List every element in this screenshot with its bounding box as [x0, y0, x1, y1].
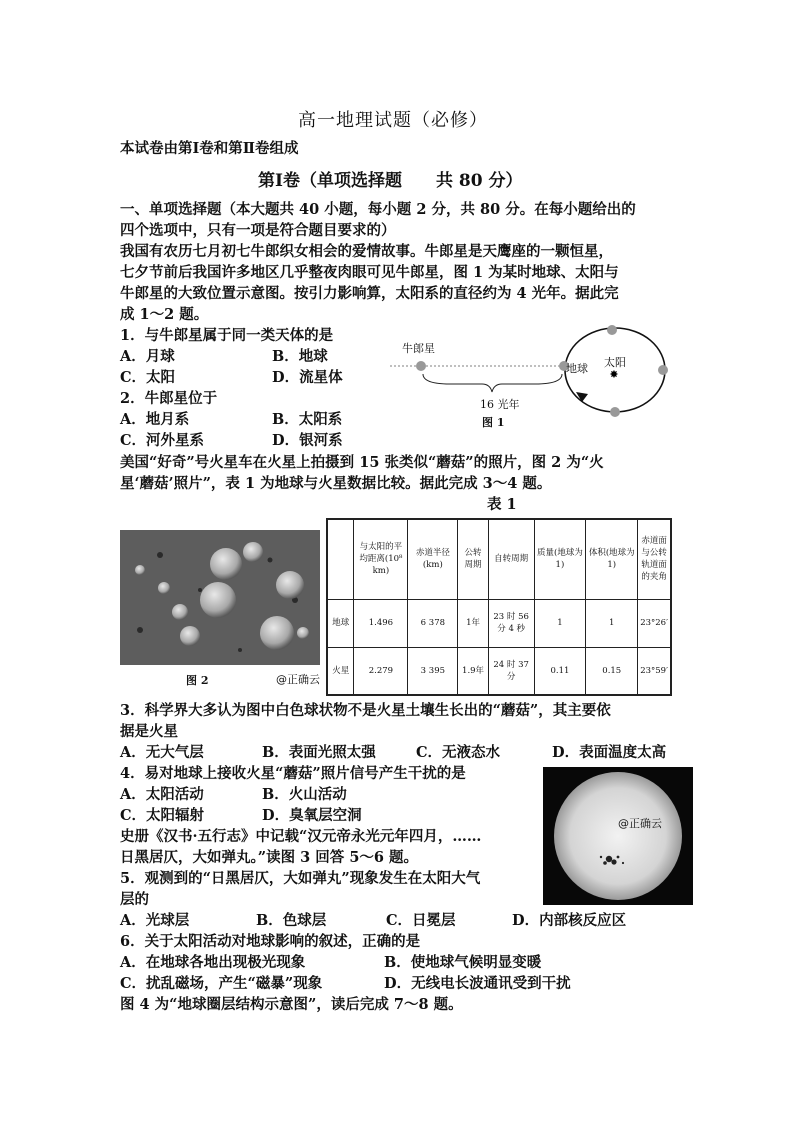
table-1-earth-mars [326, 518, 672, 696]
table-header-row [327, 519, 671, 599]
table-header-cell [327, 519, 354, 599]
question-3-stem-cont: 据是火星 [120, 723, 178, 740]
q6-option-c: C．扰乱磁场，产生“磁暴”现象 [120, 975, 323, 992]
table-header-cell: 赤道半径(km) [408, 519, 458, 599]
exam-intro: 本试卷由第Ⅰ卷和第Ⅱ卷组成 [120, 140, 299, 157]
table-header-cell: 与太阳的平均距离(10⁸ km) [354, 519, 408, 599]
question-4-stem: 4．易对地球上接收火星“蘑菇”照片信号产生干扰的是 [120, 765, 466, 782]
fig1-distance-label: 16 光年 [480, 398, 520, 411]
table-cell: 1.496 [354, 599, 408, 647]
q1-option-b: B．地球 [272, 348, 328, 365]
q2-option-c: C．河外星系 [120, 432, 205, 449]
page-title: 高一地理试题（必修） [298, 110, 488, 131]
figure-3-sun-photo [543, 767, 693, 905]
table-cell: 1 [586, 599, 638, 647]
section-title: 第Ⅰ卷（单项选择题 [258, 171, 402, 191]
q2-option-d: D．银河系 [272, 432, 343, 449]
q6-option-d: D．无线电长波通讯受到干扰 [384, 975, 571, 992]
q4-option-d: D．臭氧层空洞 [262, 807, 362, 824]
q3-option-c: C．无液态水 [416, 744, 501, 761]
q5-option-c: C．日冕层 [386, 912, 456, 929]
fig2-watermark: @正确云 [276, 673, 320, 686]
q3-option-d: D．表面温度太高 [552, 744, 667, 761]
table-header-cell: 赤道面与公转轨道面的夹角 [638, 519, 671, 599]
q6-option-b: B．使地球气候明显变暖 [384, 954, 542, 971]
table-cell: 23°59′ [638, 647, 671, 695]
figure-1-orbit-diagram [390, 318, 680, 430]
table-cell: 2.279 [354, 647, 408, 695]
table-1-caption: 表 1 [487, 496, 517, 513]
passage-line: 图 4 为“地球圈层结构示意图”，读后完成 7～8 题。 [120, 996, 463, 1013]
table-cell: 23 时 56 分 4 秒 [488, 599, 534, 647]
table-cell: 地球 [327, 599, 354, 647]
table-cell: 1 [534, 599, 586, 647]
passage-line: 史册《汉书·五行志》中记载“汉元帝永光元年四月，…… [120, 828, 482, 845]
table-cell: 1.9年 [458, 647, 488, 695]
table-cell: 24 时 37 分 [488, 647, 534, 695]
table-cell: 火星 [327, 647, 354, 695]
sun-icon: ✸ [609, 368, 619, 381]
table-row [327, 647, 671, 695]
fig1-caption: 图 1 [482, 416, 505, 429]
q4-option-b: B．火山活动 [262, 786, 347, 803]
passage-line: 日黑居仄，大如弹丸。”读图 3 回答 5～6 题。 [120, 849, 419, 866]
table-cell: 6 378 [408, 599, 458, 647]
q4-option-a: A．太阳活动 [120, 786, 204, 803]
question-3-stem: 3．科学界大多认为图中白色球状物不是火星土壤生长出的“蘑菇”，其主要依 [120, 702, 611, 719]
table-cell: 0.15 [586, 647, 638, 695]
q3-option-a: A．无大气层 [120, 744, 204, 761]
instructions-line: 四个选项中，只有一项是符合题目要求的） [120, 222, 396, 239]
q2-option-a: A．地月系 [120, 411, 190, 428]
q5-option-a: A．光球层 [120, 912, 190, 929]
table-header-cell: 体积(地球为1) [586, 519, 638, 599]
earth-position-top [607, 325, 617, 335]
q6-option-a: A．在地球各地出现极光现象 [120, 954, 306, 971]
q4-option-c: C．太阳辐射 [120, 807, 205, 824]
table-cell: 0.11 [534, 647, 586, 695]
table-cell: 23°26′ [638, 599, 671, 647]
question-1-stem: 1．与牛郎星属于同一类天体的是 [120, 327, 334, 344]
star-altair-dot [416, 361, 426, 371]
table-header-cell: 质量(地球为1) [534, 519, 586, 599]
distance-brace [423, 374, 562, 392]
passage-line: 美国“好奇”号火星车在火星上拍摄到 15 张类似“蘑菇”的照片，图 2 为“火 [120, 454, 604, 471]
q1-option-d: D．流星体 [272, 369, 343, 386]
q5-option-d: D．内部核反应区 [512, 912, 627, 929]
table-header-cell: 公转周期 [458, 519, 488, 599]
passage-line: 我国有农历七月初七牛郎织女相会的爱情故事。牛郎星是天鹰座的一颗恒星， [120, 243, 613, 260]
q2-option-b: B．太阳系 [272, 411, 343, 428]
question-2-stem: 2．牛郎星位于 [120, 390, 218, 407]
fig2-caption: 图 2 [186, 674, 209, 687]
passage-line: 牛郎星的大致位置示意图。按引力影响算，太阳系的直径约为 4 光年。据此完 [120, 285, 619, 302]
earth-position-right [658, 365, 668, 375]
earth-position-bottom [610, 407, 620, 417]
figure-2-mars-photo [120, 530, 320, 665]
q1-option-c: C．太阳 [120, 369, 176, 386]
section-score: 共 80 分） [436, 171, 523, 191]
table-cell: 1年 [458, 599, 488, 647]
passage-line: 成 1～2 题。 [120, 306, 209, 323]
fig1-star-label: 牛郎星 [402, 342, 435, 355]
passage-line: 星‘蘑菇’照片”，表 1 为地球与火星数据比较。据此完成 3～4 题。 [120, 475, 552, 492]
question-6-stem: 6．关于太阳活动对地球影响的叙述，正确的是 [120, 933, 421, 950]
question-5-stem-cont: 层的 [120, 891, 149, 908]
q5-option-b: B．色球层 [256, 912, 327, 929]
instructions-line: 一、单项选择题（本大题共 40 小题，每小题 2 分，共 80 分。在每小题给出的 [120, 201, 636, 218]
table-row [327, 599, 671, 647]
passage-line: 七夕节前后我国许多地区几乎整夜肉眼可见牛郎星，图 1 为某时地球、太阳与 [120, 264, 619, 281]
fig1-sun-label: 太阳 [604, 356, 626, 369]
fig1-earth-label: 地球 [566, 362, 588, 375]
table-cell: 3 395 [408, 647, 458, 695]
q1-option-a: A．月球 [120, 348, 175, 365]
table-header-cell: 自转周期 [488, 519, 534, 599]
fig3-watermark: @正确云 [618, 817, 662, 830]
q3-option-b: B．表面光照太强 [262, 744, 376, 761]
question-5-stem: 5．观测到的“日黑居仄，大如弹丸”现象发生在太阳大气 [120, 870, 481, 887]
